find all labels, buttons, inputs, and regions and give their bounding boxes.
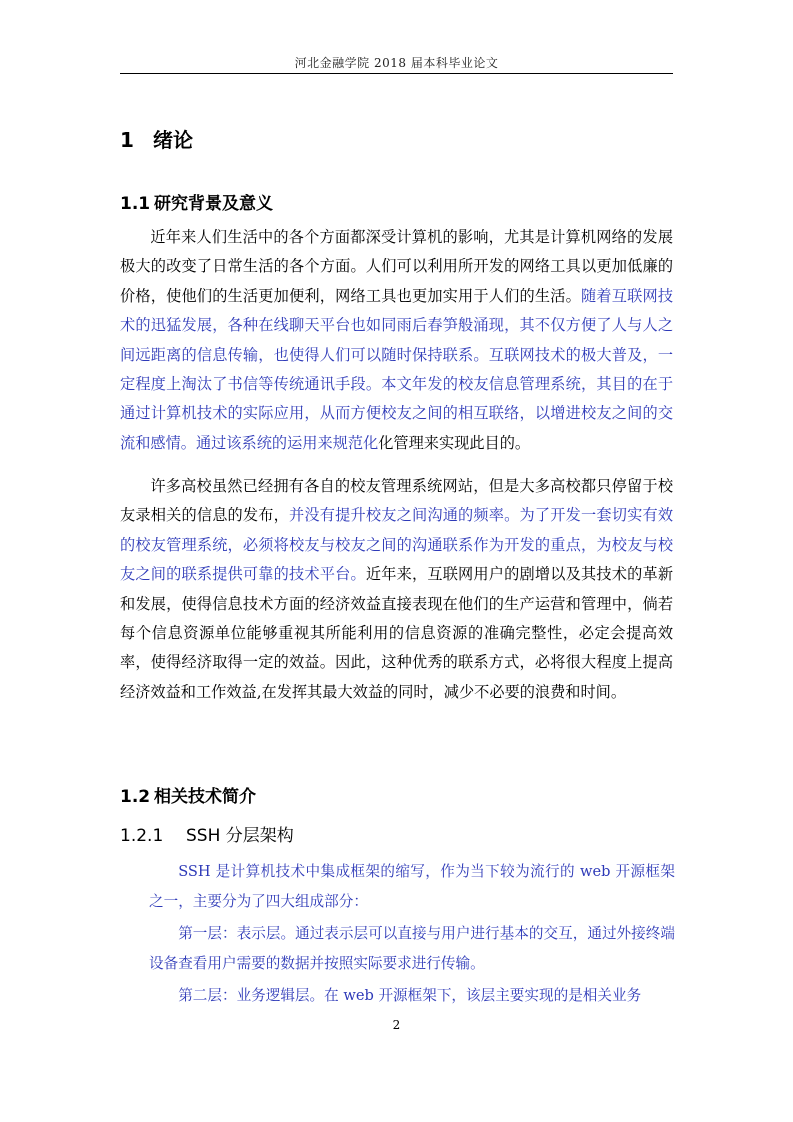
section-number: 1.2: [120, 787, 151, 807]
text-run-highlighted: 本文年发的校友信息管理系统，其目的在于通过计算机技术的实际应用，从而方便校友之间的相互联络，以增进校友之间的交流和感情。通过该系统的运用来规范化: [120, 375, 674, 452]
text-run-highlighted: 随着互联网技术的迅猛发展，各种在线聊天平台也如同雨后春笋般涌现，其不仅方便了人与人之间远距离的信息传输，也使得人们可以随时保持联系。: [120, 286, 674, 364]
chapter-title: 绪论: [153, 128, 193, 152]
section-title: 相关技术简介: [154, 787, 256, 807]
section-heading-1-2: [120, 782, 256, 807]
running-header: 河北金融学院 2018 届本科毕业论文: [294, 56, 499, 70]
subsection-heading-1-2-1: [120, 821, 294, 846]
text-run: 近年来人们生活中的各个方面都深受计算机的影响，尤其是计算机网络的发展极大的改变了日常生活的各个方面。人们可以利用所开发的网络工具以更加低廉的价格，使他们的生活更加便利，网络工具也更加实用于人们的生活。: [120, 228, 673, 305]
chapter-number: 1: [120, 128, 134, 152]
text-run: 化管理来实现此目的。: [378, 433, 531, 452]
section-heading-1-1: [120, 189, 273, 214]
header-divider: [120, 73, 673, 74]
section-title: 研究背景及意义: [154, 194, 273, 214]
text-run-highlighted: 互联网技术的极大普及，一定程度上淘汰了书信等传统通讯手段。: [120, 345, 674, 394]
paragraph-ssh-layer-2: 第二层：业务逻辑层。在 web 开源框架下，该层主要实现的是相关业务: [178, 987, 642, 1004]
page-number: 2: [392, 1018, 401, 1032]
text-run: 许多高校虽然已经拥有各自的校友管理系统网站，但是大多高校都只停留于校友录相关的信息的发布，: [120, 477, 673, 525]
paragraph-background-2: [120, 472, 673, 707]
paragraph-background-1: [120, 223, 673, 458]
paragraph-ssh-layer-1: 第一层：表示层。通过表示层可以直接与用户进行基本的交互，通过外接终端设备查看用户需要的数据并按照实际要求进行传输。: [149, 925, 675, 972]
subsection-title: SSH 分层架构: [186, 826, 294, 846]
chapter-heading: [120, 124, 193, 153]
paragraph-ssh-intro: SSH 是计算机技术中集成框架的缩写，作为当下较为流行的 web 开源框架之一，主要分为了四大组成部分：: [149, 863, 675, 910]
subsection-number: 1.2.1: [120, 826, 164, 846]
text-run-highlighted: 并没有提升校友之间沟通的频率。为了开发一套切实有效的校友管理系统，必须将校友与校友之间的沟通联系作为开发的重点，为校友与校友之间的联系提供可靠的技术平台。: [120, 506, 674, 584]
text-run: 近年来，互联网用户的剧增以及其技术的革新和发展，使得信息技术方面的经济效益直接表现在他们的生产运营和管理中，倘若每个信息资源单位能够重视其所能利用的信息资源的准确完整性，必定会提高效率，使得经济取得一定的效益。因此，这种优秀的联系方式，必将很大程度上提高经济效益和工作效益,在发挥其最大效益的同时，减少不必要的浪费和时间。: [120, 565, 674, 701]
section-number: 1.1: [120, 194, 151, 214]
